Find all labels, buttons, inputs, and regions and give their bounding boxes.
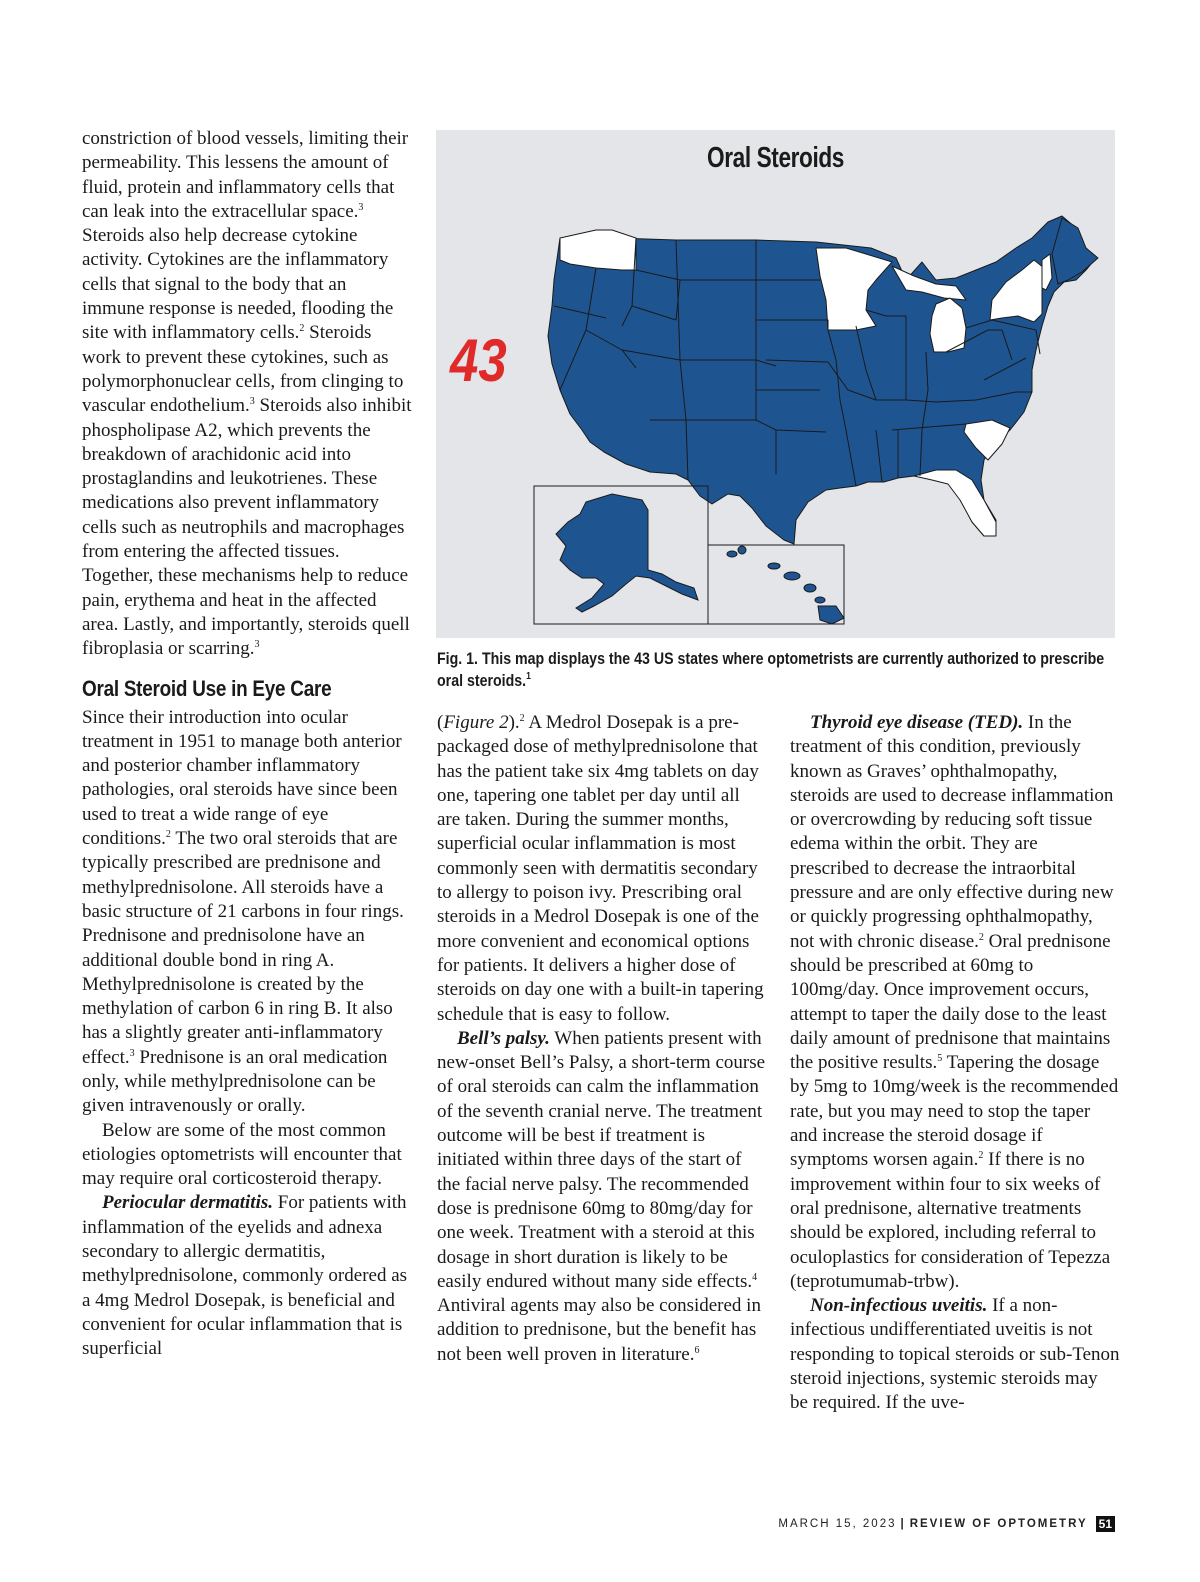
body-paragraph: Thyroid eye disease (TED). In the treatment of this condition, previously known as Graves’ ophthalmopathy, steroids are used to decrease inflammation or overcrowding by reducing soft tissue edema within the orbit. They are prescribed to decrease the intraorbital pressure and are only effective during new or quickly progressing ophthalmopathy, not with chronic disease.$^2$ Oral prednisone should be prescribed at 60mg to 100mg/day. Once improvement occurs, attempt to taper the daily dose to the least daily amount of prednisone that maintains the positive results.$^5$ Tapering the dosage by 5mg to 10mg/week is the recommended rate, but you may need to stop the taper and increase the steroid dosage if symptoms worsen again.$^2$ If there is no improvement within four to six weeks of oral prednisone, alternative treatments should be explored, including referral to oculoplastics for consideration of Tepezza (teprotumumab-trbw). xyxy=(790,712,1119,1292)
state-count: 43 xyxy=(450,327,507,394)
left-column xyxy=(82,127,412,1362)
issue-date: MARCH 15, 2023 xyxy=(778,1518,897,1530)
middle-column xyxy=(437,711,767,1367)
page-footer xyxy=(778,1515,1115,1533)
state-florida xyxy=(914,470,996,536)
body-paragraph: constriction of blood vessels, limiting their permeability. This lessens the amount of fluid, protein and inflammatory cells that can leak into the extracellular space.$^3$ Steroids also help decrease cytokine activity. Cytokines are the inflammatory cells that signal to the body that an immune response is needed, flooding the site with inflammatory cells.$^2$ Steroids work to prevent these cytokines, such as polymorphonuclear cells, from clinging to vascular endothelium.$^3$ Steroids also inhibit phospholipase A2, which prevents the breakdown of arachidonic acid into prostaglandins and leukotrienes. These medications also prevent inflammatory cells such as neutrophils and macrophages from entering the affected tissues. Together, these mechanisms help to reduce pain, erythema and heat in the affected area. Lastly, and importantly, steroids quell fibroplasia or scarring.$^3$ xyxy=(82,128,412,660)
body-paragraph: Periocular dermatitis. For patients with inflammation of the eyelids and adnexa secondary to allergic dermatitis, methylprednisolone, commonly ordered as a 4mg Medrol Dosepak, is beneficial and convenient for ocular inflammation that is superficial xyxy=(82,1192,408,1360)
state-hawaii xyxy=(727,546,844,624)
body-paragraph: Since their introduction into ocular treatment in 1951 to manage both anterior and posterior chamber inflammatory pathologies, oral steroids have since been used to treat a wide range of eye conditions.$^2$ The two oral steroids that are typically prescribed are prednisone and methylprednisolone. All steroids have a basic structure of 21 carbons in four rings. Prednisone and prednisolone have an additional double bond in ring A. Methylprednisolone is created by the methylation of carbon 6 in ring B. It also has a slightly greater anti-inflammatory effect.$^3$ Prednisone is an oral medication only, while methylprednisolone can be given intravenously or orally. xyxy=(82,706,404,1117)
state-washington xyxy=(560,230,636,270)
section-heading: Oral Steroid Use in Eye Care xyxy=(82,675,332,701)
us-states-map xyxy=(436,130,1115,638)
body-paragraph: Non-infectious uveitis. If a non-infectious undifferentiated uveitis is not responding to topical steroids or sub-Tenon steroid injections, systemic steroids may be required. If the uve- xyxy=(790,1295,1120,1414)
body-paragraph: Bell’s palsy. When patients present with new-onset Bell’s Palsy, a short-term course of oral steroids can calm the inflammation of the seventh cranial nerve. The treatment outcome will be best if treatment is initiated within three days of the start of the facial nerve palsy. The recommended dose is prednisone 60mg to 80mg/day for one week. Treatment with a steroid at this dosage in short duration is likely to be easily endured without many side effects.$^4$ Antiviral agents may also be considered in addition to prednisone, but the benefit has not been well proven in literature.$^6$ xyxy=(437,1027,766,1365)
state-alaska xyxy=(556,494,698,612)
figure-title: Oral Steroids xyxy=(707,142,844,174)
figure-caption: Fig. 1. This map displays the 43 US states where optometrists are currently authorized to prescribe oral steroids.$^1$ xyxy=(437,650,1105,690)
oral-steroids-map-figure xyxy=(436,130,1115,638)
publication-name: REVIEW OF OPTOMETRY xyxy=(909,1518,1088,1530)
body-paragraph: (Figure 2).$^2$ A Medrol Dosepak is a pre-packaged dose of methylprednisolone that has the patient take six 4mg tablets on day one, tapering one tablet per day until all are taken. During the summer months, superficial ocular inflammation is most commonly seen with dermatitis secondary to allergy to poison ivy. Prescribing oral steroids in a Medrol Dosepak is one of the more convenient and economical options for patients. It delivers a higher dose of steroids on day one with a built-in tapering schedule that is easy to follow. xyxy=(437,712,764,1025)
right-column xyxy=(790,711,1120,1416)
footer-separator: | xyxy=(900,1518,906,1530)
page-number: 51 xyxy=(1096,1516,1115,1532)
body-paragraph: Below are some of the most common etiologies optometrists will encounter that may require oral corticosteroid therapy. xyxy=(82,1119,402,1190)
state-maine xyxy=(1052,218,1098,284)
